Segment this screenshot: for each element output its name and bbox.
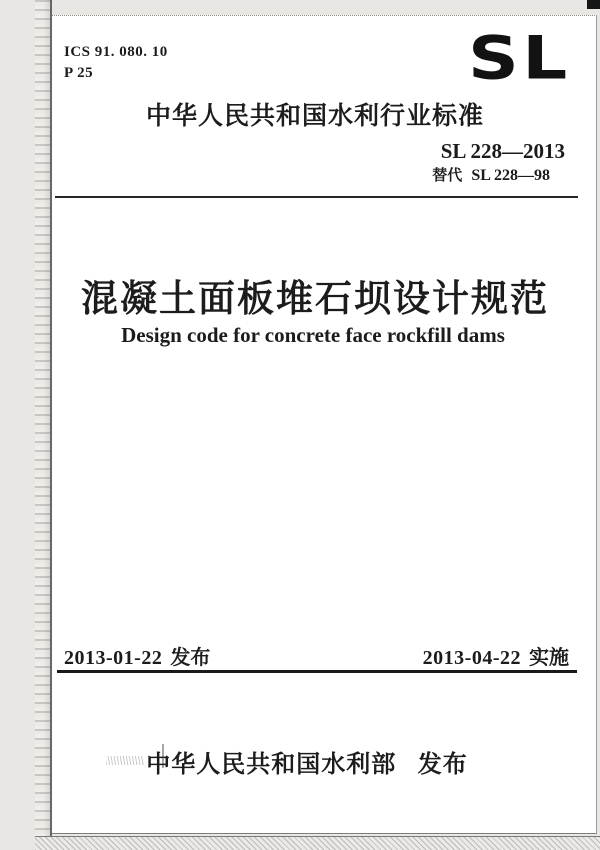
title-chinese: 混凝土面板堆石坝设计规范 bbox=[81, 278, 549, 319]
standard-number: SL 228—2013 bbox=[440, 139, 565, 163]
publisher-name: 中华人民共和国水利部 bbox=[146, 751, 397, 778]
top-divider-rule bbox=[55, 196, 578, 198]
paper-sheet bbox=[52, 15, 597, 834]
standard-type-heading: 中华人民共和国水利行业标准 bbox=[145, 102, 484, 130]
scan-bottom-edge bbox=[35, 836, 600, 850]
scan-corner-artifact bbox=[587, 0, 600, 9]
publisher-line bbox=[14, 744, 600, 779]
issue-date: 2013-01-22 bbox=[64, 647, 163, 669]
implementation-label: 实施 bbox=[529, 647, 569, 669]
implementation-date: 2013-04-22 bbox=[422, 647, 521, 669]
classification-code: P 25 bbox=[64, 65, 94, 81]
bottom-divider-rule bbox=[57, 670, 577, 673]
title-english: Design code for concrete face rockfill dams bbox=[121, 323, 505, 347]
sl-logo: SL bbox=[468, 23, 571, 93]
ics-classification-block bbox=[64, 42, 168, 84]
superseded-label: 替代 bbox=[432, 167, 463, 184]
superseded-number: SL 228—98 bbox=[471, 167, 550, 184]
issue-date-line bbox=[64, 641, 210, 670]
implementation-date-line bbox=[423, 641, 569, 670]
publisher-label: 发布 bbox=[417, 751, 468, 778]
ics-code: ICS 91. 080. 10 bbox=[64, 44, 168, 60]
superseded-standard-line bbox=[432, 164, 550, 185]
issue-label: 发布 bbox=[170, 647, 211, 669]
